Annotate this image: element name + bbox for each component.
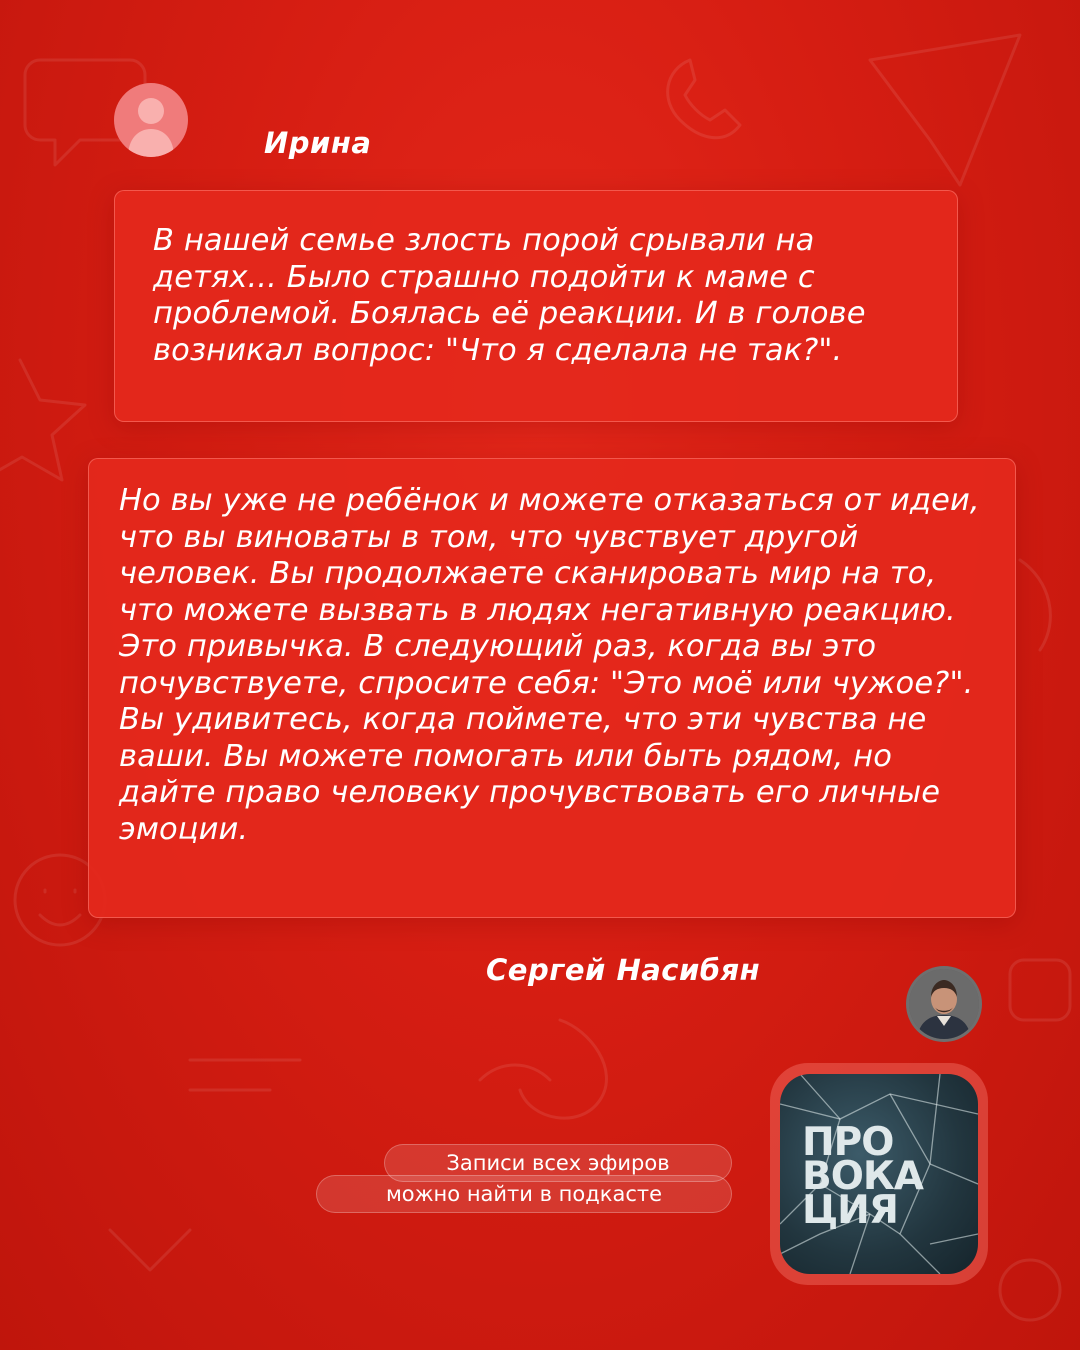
sergey-avatar — [906, 966, 982, 1042]
user-placeholder-icon — [114, 83, 188, 157]
square-doodle — [1010, 960, 1070, 1020]
author-photo — [909, 969, 979, 1039]
arc-doodle — [480, 1065, 550, 1080]
answer-bubble — [88, 458, 1016, 918]
answer-text: Но вы уже не ребёнок и можете отказаться от идеи, что вы виноваты в том, что чувствует другой человек. Вы продолжаете сканировать мир на то, что можете вызвать в людях негативную реакцию. Это привычка. В следующий раз, когда вы это почувствуете, спросите себя: "Это моё или чужое?". Вы удивитесь, когда поймете, что эти чувства не ваши. Вы можете помогать или быть рядом, но дайте право человеку прочувствовать его личные эмоции. — [119, 483, 980, 847]
podcast-title — [802, 1120, 923, 1233]
question-author-name: Ирина — [264, 126, 372, 160]
question-text: В нашей семье злость порой срывали на детях... Было страшно подойти к маме с проблемой. Боялась её реакции. И в голове возникал вопрос: "Что я сделала не так?". — [153, 223, 866, 368]
paper-plane-doodle — [870, 35, 1020, 185]
star-doodle — [0, 360, 85, 480]
circle-doodle — [1000, 1260, 1060, 1320]
answer-author-name: Сергей Насибян — [486, 953, 761, 987]
question-bubble — [114, 190, 958, 422]
curve-doodle — [1020, 560, 1050, 650]
smile-face-doodle — [40, 890, 80, 925]
podcast-title-line: ПРО — [802, 1120, 894, 1165]
podcast-hint-pill-line-2: можно найти в подкасте — [316, 1175, 732, 1213]
podcast-hint-pill-line-1: Записи всех эфиров — [384, 1144, 732, 1182]
podcast-title-line: ЦИЯ — [802, 1188, 898, 1233]
podcast-cover[interactable] — [780, 1074, 978, 1274]
lines-doodle — [190, 1060, 300, 1090]
irina-avatar — [114, 83, 188, 157]
chevron-doodle — [110, 1230, 190, 1270]
podcast-title-line: ВОКА — [802, 1154, 923, 1199]
phone-doodle — [668, 60, 740, 138]
